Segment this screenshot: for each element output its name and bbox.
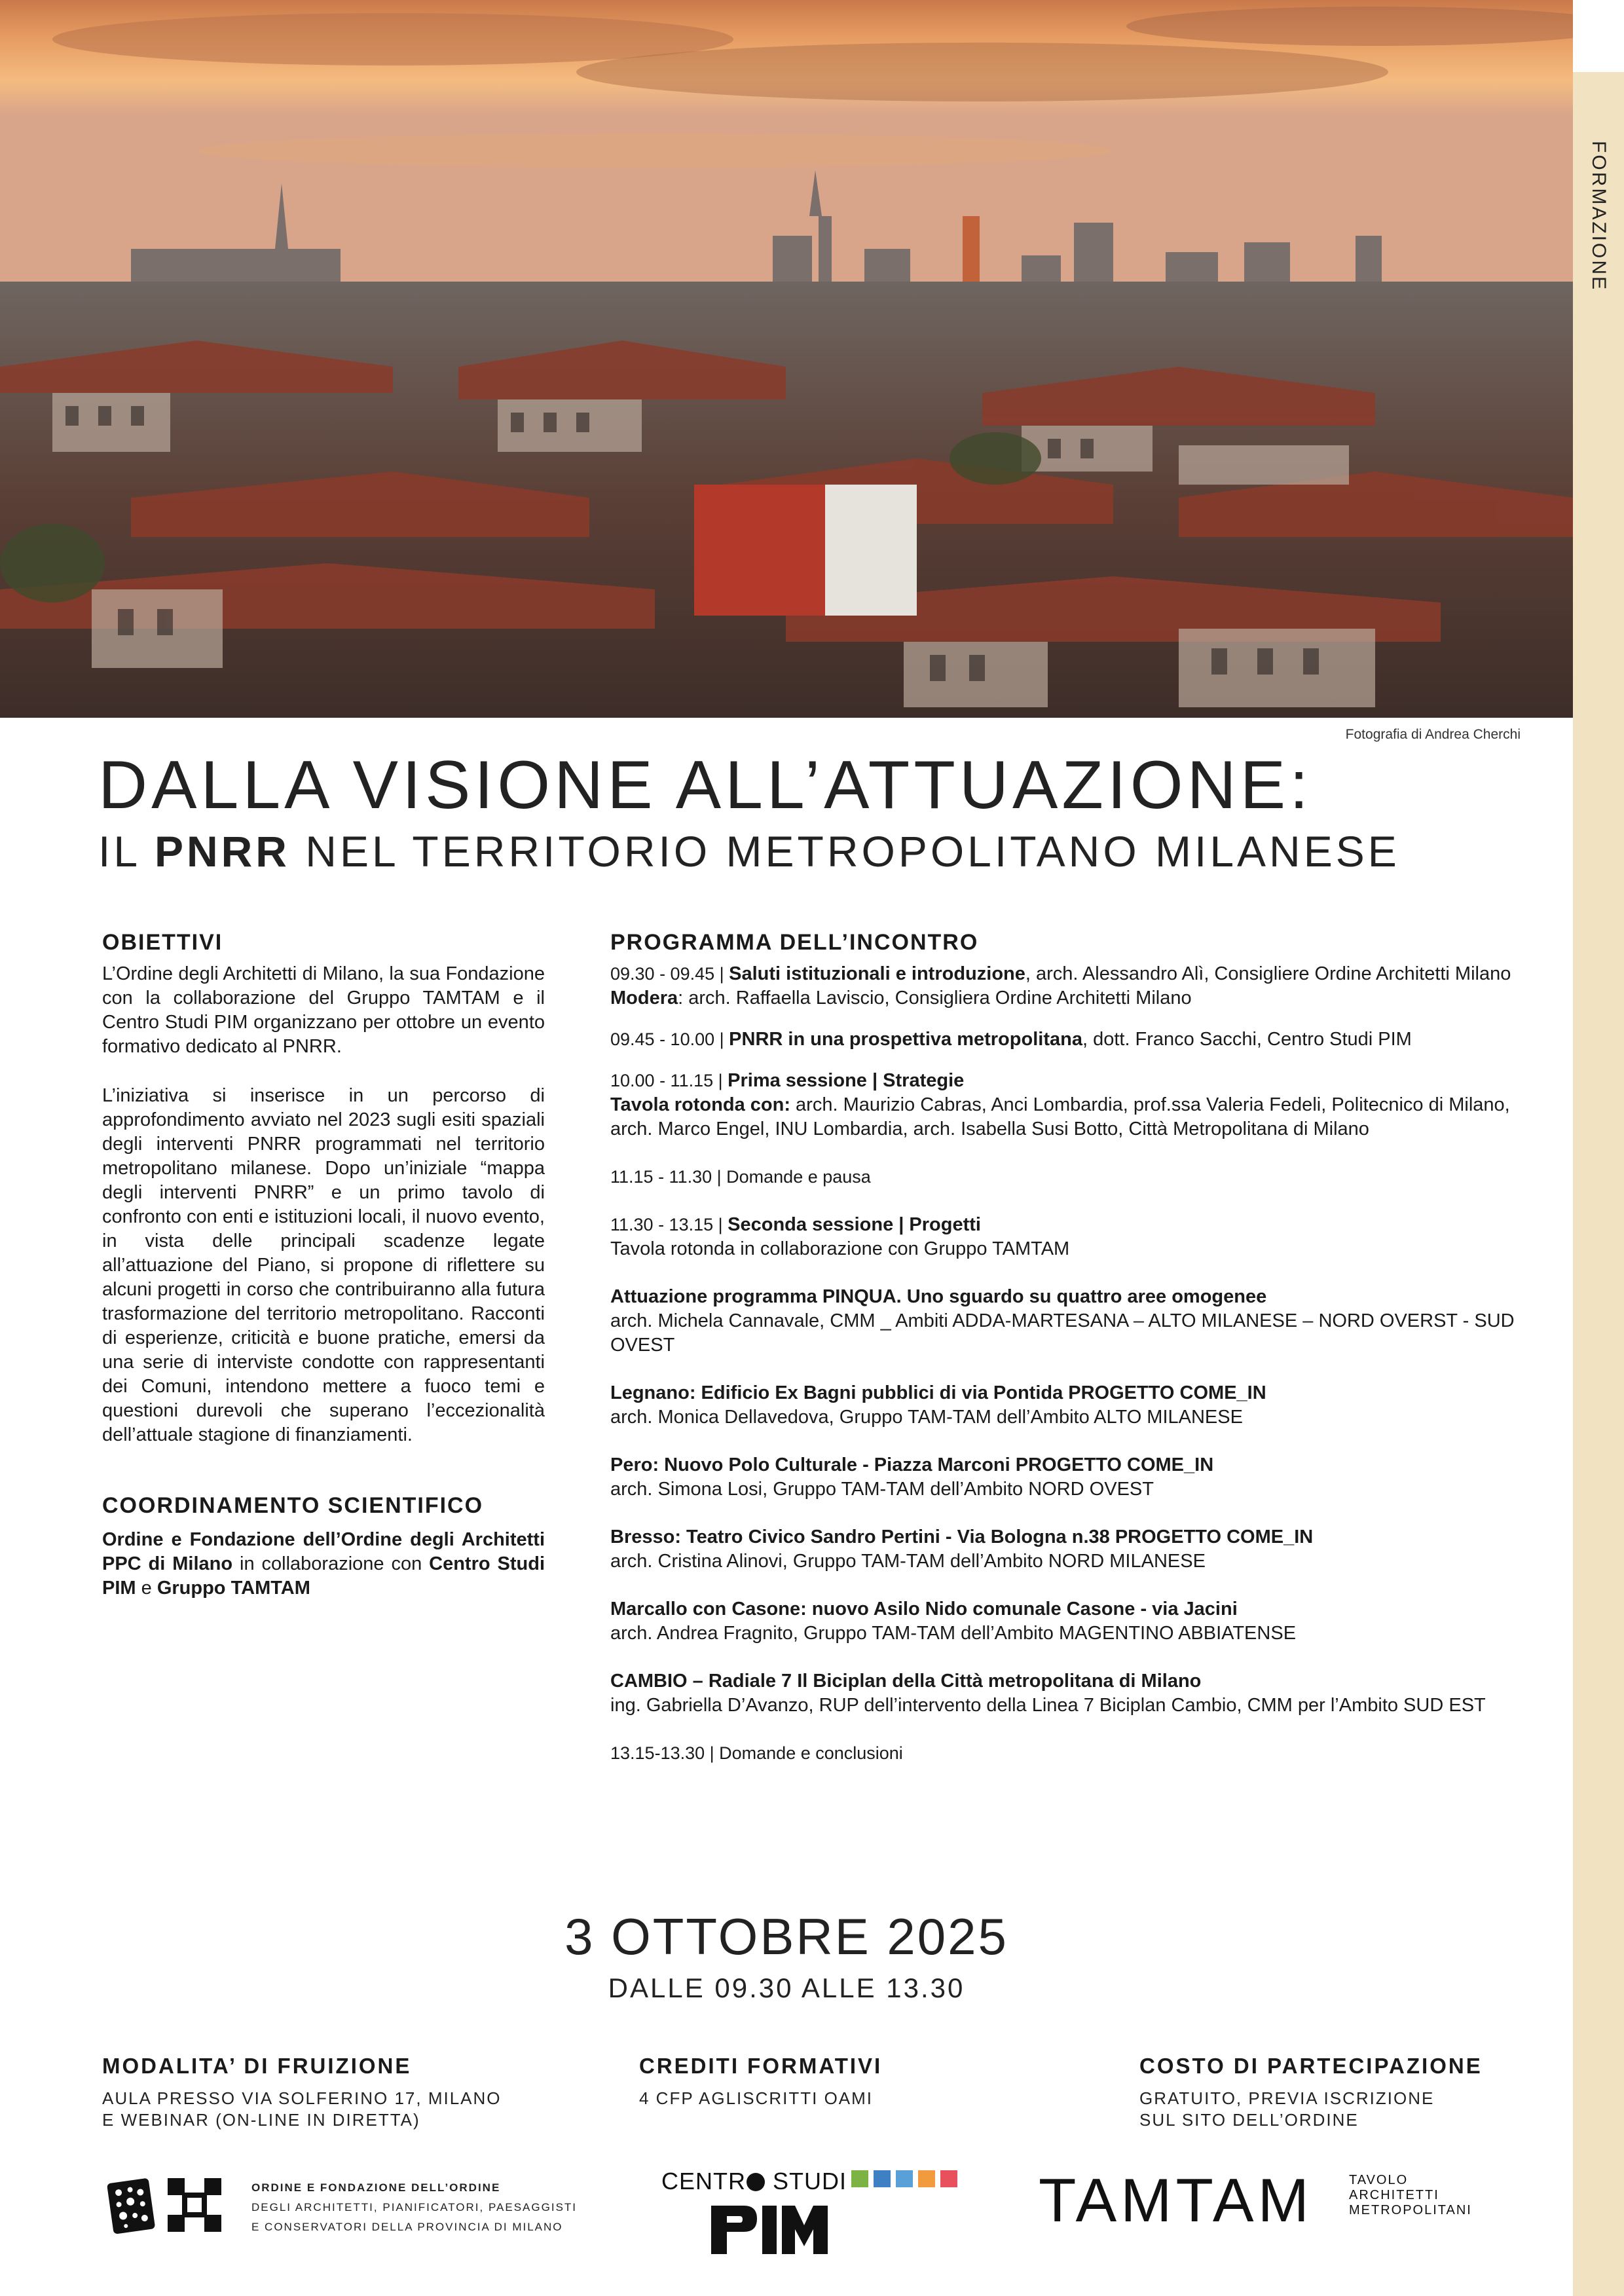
tamtam-logo: [1039, 2166, 1484, 2234]
coord-bold-1: Ordine e Fondazione dell’Ordine degli Architetti PPC di Milano: [102, 1529, 545, 1574]
programma-heading: PROGRAMMA DELL’INCONTRO: [610, 930, 979, 955]
program-break: [610, 1165, 1527, 1189]
pim-square-0: [851, 2170, 868, 2187]
crediti-text: [639, 2088, 882, 2109]
tamtam-line-3: METROPOLITANI: [1349, 2203, 1472, 2217]
project-4-text: arch. Cristina Alinovi, Gruppo TAM-TAM dell’Ambito NORD MILANESE: [610, 1551, 1206, 1572]
ordine-logo-text: [251, 2178, 577, 2237]
project-3-text: arch. Simona Losi, Gruppo TAM-TAM dell’Ambito NORD OVEST: [610, 1479, 1154, 1500]
session-1-title: Saluti istituzionali e introduzione: [729, 963, 1025, 984]
fruizione-text: [102, 2088, 502, 2131]
moderator-label: Modera: [610, 988, 678, 1009]
coordinamento-text: [102, 1528, 545, 1601]
page-subtitle: [98, 826, 1400, 876]
photo-credit: Fotografia di Andrea Cherchi: [1345, 727, 1521, 742]
sidebar-label-wrap: [1573, 131, 1624, 301]
pim-square-1: [874, 2170, 891, 2187]
session-5-text: Tavola rotonda in collaborazione con Gruppo TAMTAM: [610, 1238, 1070, 1259]
coord-bold-2: Centro Studi PIM: [102, 1553, 545, 1599]
page-title: DALLA VISIONE ALL’ATTUAZIONE:: [98, 747, 1312, 823]
program-closing: [610, 1741, 1527, 1766]
pim-wordmark-post: STUDI: [766, 2168, 847, 2194]
program-session-1: [610, 962, 1527, 1010]
tamtam-tagline: [1349, 2173, 1472, 2218]
program-session-2: [610, 1028, 1527, 1052]
closing-text: 13.15-13.30 | Domande e conclusioni: [610, 1743, 903, 1763]
obiettivi-paragraph-1: L’Ordine degli Architetti di Milano, la sua Fondazione con la collaborazione del Gruppo TAMTAM e il Centro Studi PIM organizzano per ottobre un evento formativo dedicato al PNRR.: [102, 963, 545, 1057]
costo-line-2: SUL SITO DELL’ORDINE: [1139, 2110, 1359, 2130]
project-1: [610, 1285, 1527, 1358]
project-6: [610, 1669, 1527, 1718]
coord-text-1: in collaborazione con: [232, 1553, 430, 1574]
session-5-title: Seconda sessione | Progetti: [728, 1214, 981, 1235]
fruizione-heading: MODALITA’ DI FRUIZIONE: [102, 2054, 412, 2078]
session-1-time: 09.30 - 09.45 |: [610, 964, 729, 984]
session-2-time: 09.45 - 10.00 |: [610, 1029, 729, 1049]
crediti-heading: CREDITI FORMATIVI: [639, 2054, 883, 2078]
crediti-line-1: 4 CFP AGLISCRITTI OAMI: [639, 2088, 874, 2108]
project-1-text: arch. Michela Cannavale, CMM _ Ambiti ADDA-MARTESANA – ALTO MILANESE – NORD OVERST - SUD OVEST: [610, 1310, 1515, 1356]
session-2-title: PNRR in una prospettiva metropolitana: [729, 1029, 1082, 1050]
centro-studi-pim-logo: [661, 2162, 963, 2261]
subtitle-post: NEL TERRITORIO METROPOLITANO MILANESE: [289, 827, 1400, 876]
break-text: 11.15 - 11.30 | Domande e pausa: [610, 1167, 871, 1187]
pim-square-3: [918, 2170, 935, 2187]
fruizione-line-2: E WEBINAR (ON-LINE IN DIRETTA): [102, 2110, 420, 2130]
project-4-title: Bresso: Teatro Civico Sandro Pertini - Via Bologna n.38 PROGETTO COME_IN: [610, 1527, 1314, 1547]
ordine-line-3: E CONSERVATORI DELLA PROVINCIA DI MILANO: [251, 2221, 563, 2233]
project-2: [610, 1381, 1527, 1430]
tamtam-line-2: ARCHITETTI: [1349, 2188, 1439, 2202]
session-3-text: arch. Maurizio Cabras, Anci Lombardia, prof.ssa Valeria Fedeli, Politecnico di Milano, arch. Marco Engel, INU Lombardia, arch. Isabella Susi Botto, Città Metropolitana di Milano: [610, 1094, 1510, 1139]
coordinamento-heading: COORDINAMENTO SCIENTIFICO: [102, 1493, 484, 1518]
left-column: [102, 930, 545, 1601]
subtitle-pre: IL: [98, 827, 155, 876]
project-3: [610, 1453, 1527, 1502]
project-5-text: arch. Andrea Fragnito, Gruppo TAM-TAM dell’Ambito MAGENTINO ABBIATENSE: [610, 1623, 1297, 1644]
session-3-label: Tavola rotonda con:: [610, 1094, 790, 1115]
session-2-text: , dott. Franco Sacchi, Centro Studi PIM: [1082, 1029, 1412, 1050]
sidebar-label: FORMAZIONE: [1588, 141, 1610, 291]
session-5-time: 11.30 - 13.15 |: [610, 1215, 728, 1234]
costo-line-1: GRATUITO, PREVIA ISCRIZIONE: [1139, 2088, 1435, 2108]
pim-square-4: [940, 2170, 957, 2187]
session-3-roundtable: [610, 1093, 1527, 1141]
moderator-text: : arch. Raffaella Laviscio, Consigliera Ordine Architetti Milano: [678, 988, 1192, 1009]
city-skyline-illustration: [0, 0, 1573, 718]
program-session-3: [610, 1069, 1527, 1141]
sidebar-strip: [1573, 72, 1624, 2296]
tamtam-wordmark: TAMTAM: [1039, 2166, 1313, 2234]
project-1-title: Attuazione programma PINQUA. Uno sguardo su quattro aree omogenee: [610, 1286, 1267, 1307]
hero-photo: [0, 0, 1573, 718]
event-date: 3 OTTOBRE 2025: [564, 1908, 1008, 1965]
ordine-architetti-logo: [105, 2176, 589, 2234]
obiettivi-heading: OBIETTIVI: [102, 930, 223, 955]
project-2-text: arch. Monica Dellavedova, Gruppo TAM-TAM dell’Ambito ALTO MILANESE: [610, 1407, 1243, 1428]
subtitle-bold: PNRR: [154, 827, 290, 876]
info-crediti: [639, 2054, 882, 2109]
pim-logo-mark-icon: [711, 2203, 828, 2254]
info-fruizione: [102, 2054, 502, 2131]
pim-wordmark-o-icon: [747, 2173, 765, 2191]
costo-text: [1139, 2088, 1483, 2131]
fruizione-line-1: AULA PRESSO VIA SOLFERINO 17, MILANO: [102, 2088, 502, 2108]
project-2-title: Legnano: Edificio Ex Bagni pubblici di via Pontida PROGETTO COME_IN: [610, 1382, 1266, 1403]
ordine-line-1: ORDINE E FONDAZIONE DELL’ORDINE: [251, 2181, 501, 2194]
pim-color-squares-icon: [851, 2170, 969, 2190]
session-3-time: 10.00 - 11.15 |: [610, 1071, 728, 1090]
project-3-title: Pero: Nuovo Polo Culturale - Piazza Marconi PROGETTO COME_IN: [610, 1454, 1214, 1475]
project-4: [610, 1525, 1527, 1574]
project-5-title: Marcallo con Casone: nuovo Asilo Nido comunale Casone - via Jacini: [610, 1599, 1238, 1620]
ordine-line-2: DEGLI ARCHITETTI, PIANIFICATORI, PAESAGGISTI: [251, 2201, 578, 2213]
pim-wordmark-pre: CENTR: [661, 2168, 746, 2194]
coord-text-2: e: [136, 1578, 157, 1599]
project-5: [610, 1597, 1527, 1646]
project-6-title: CAMBIO – Radiale 7 Il Biciplan della Città metropolitana di Milano: [610, 1671, 1202, 1692]
pim-wordmark: [661, 2168, 847, 2195]
obiettivi-paragraph-2: L’iniziativa si inserisce in un percorso di approfondimento avviato nel 2023 sugli esiti spaziali degli interventi PNRR programmati nel territorio metropolitano milanese. Dopo un’iniziale “mappa degli interventi PNRR” e un primo tavolo di confronto con enti e istituzioni locali, il nuovo evento, in vista delle principali scadenze legate all’attuazione del Piano, si propone di riflettere su alcuni progetti in corso che contribuiranno alla futura trasformazione del territorio metropolitano. Racconti di esperienze, criticità e buone pratiche, emersi da una serie di interviste condotte con rappresentanti dei Comuni, intendono mettere a fuoco temi e questioni durevoli che superano l’eccezionalità dell’attuale stagione di finanziamenti.: [102, 1085, 545, 1445]
ordine-logo-mark-icon: [105, 2176, 229, 2234]
coord-bold-3: Gruppo TAMTAM: [157, 1578, 310, 1599]
tamtam-line-1: TAVOLO: [1349, 2173, 1409, 2187]
session-3-title: Prima sessione | Strategie: [728, 1070, 965, 1091]
costo-heading: COSTO DI PARTECIPAZIONE: [1139, 2054, 1483, 2078]
session-1-moderator: [610, 986, 1527, 1010]
info-costo: [1139, 2054, 1483, 2131]
pim-square-2: [896, 2170, 913, 2187]
event-hours: DALLE 09.30 ALLE 13.30: [608, 1972, 965, 2003]
program-session-5: [610, 1213, 1527, 1261]
right-column: [610, 930, 1527, 1766]
session-1-text: , arch. Alessandro Alì, Consigliere Ordine Architetti Milano: [1025, 963, 1511, 984]
project-6-text: ing. Gabriella D’Avanzo, RUP dell’intervento della Linea 7 Biciplan Cambio, CMM per l’Ambito SUD EST: [610, 1695, 1486, 1716]
